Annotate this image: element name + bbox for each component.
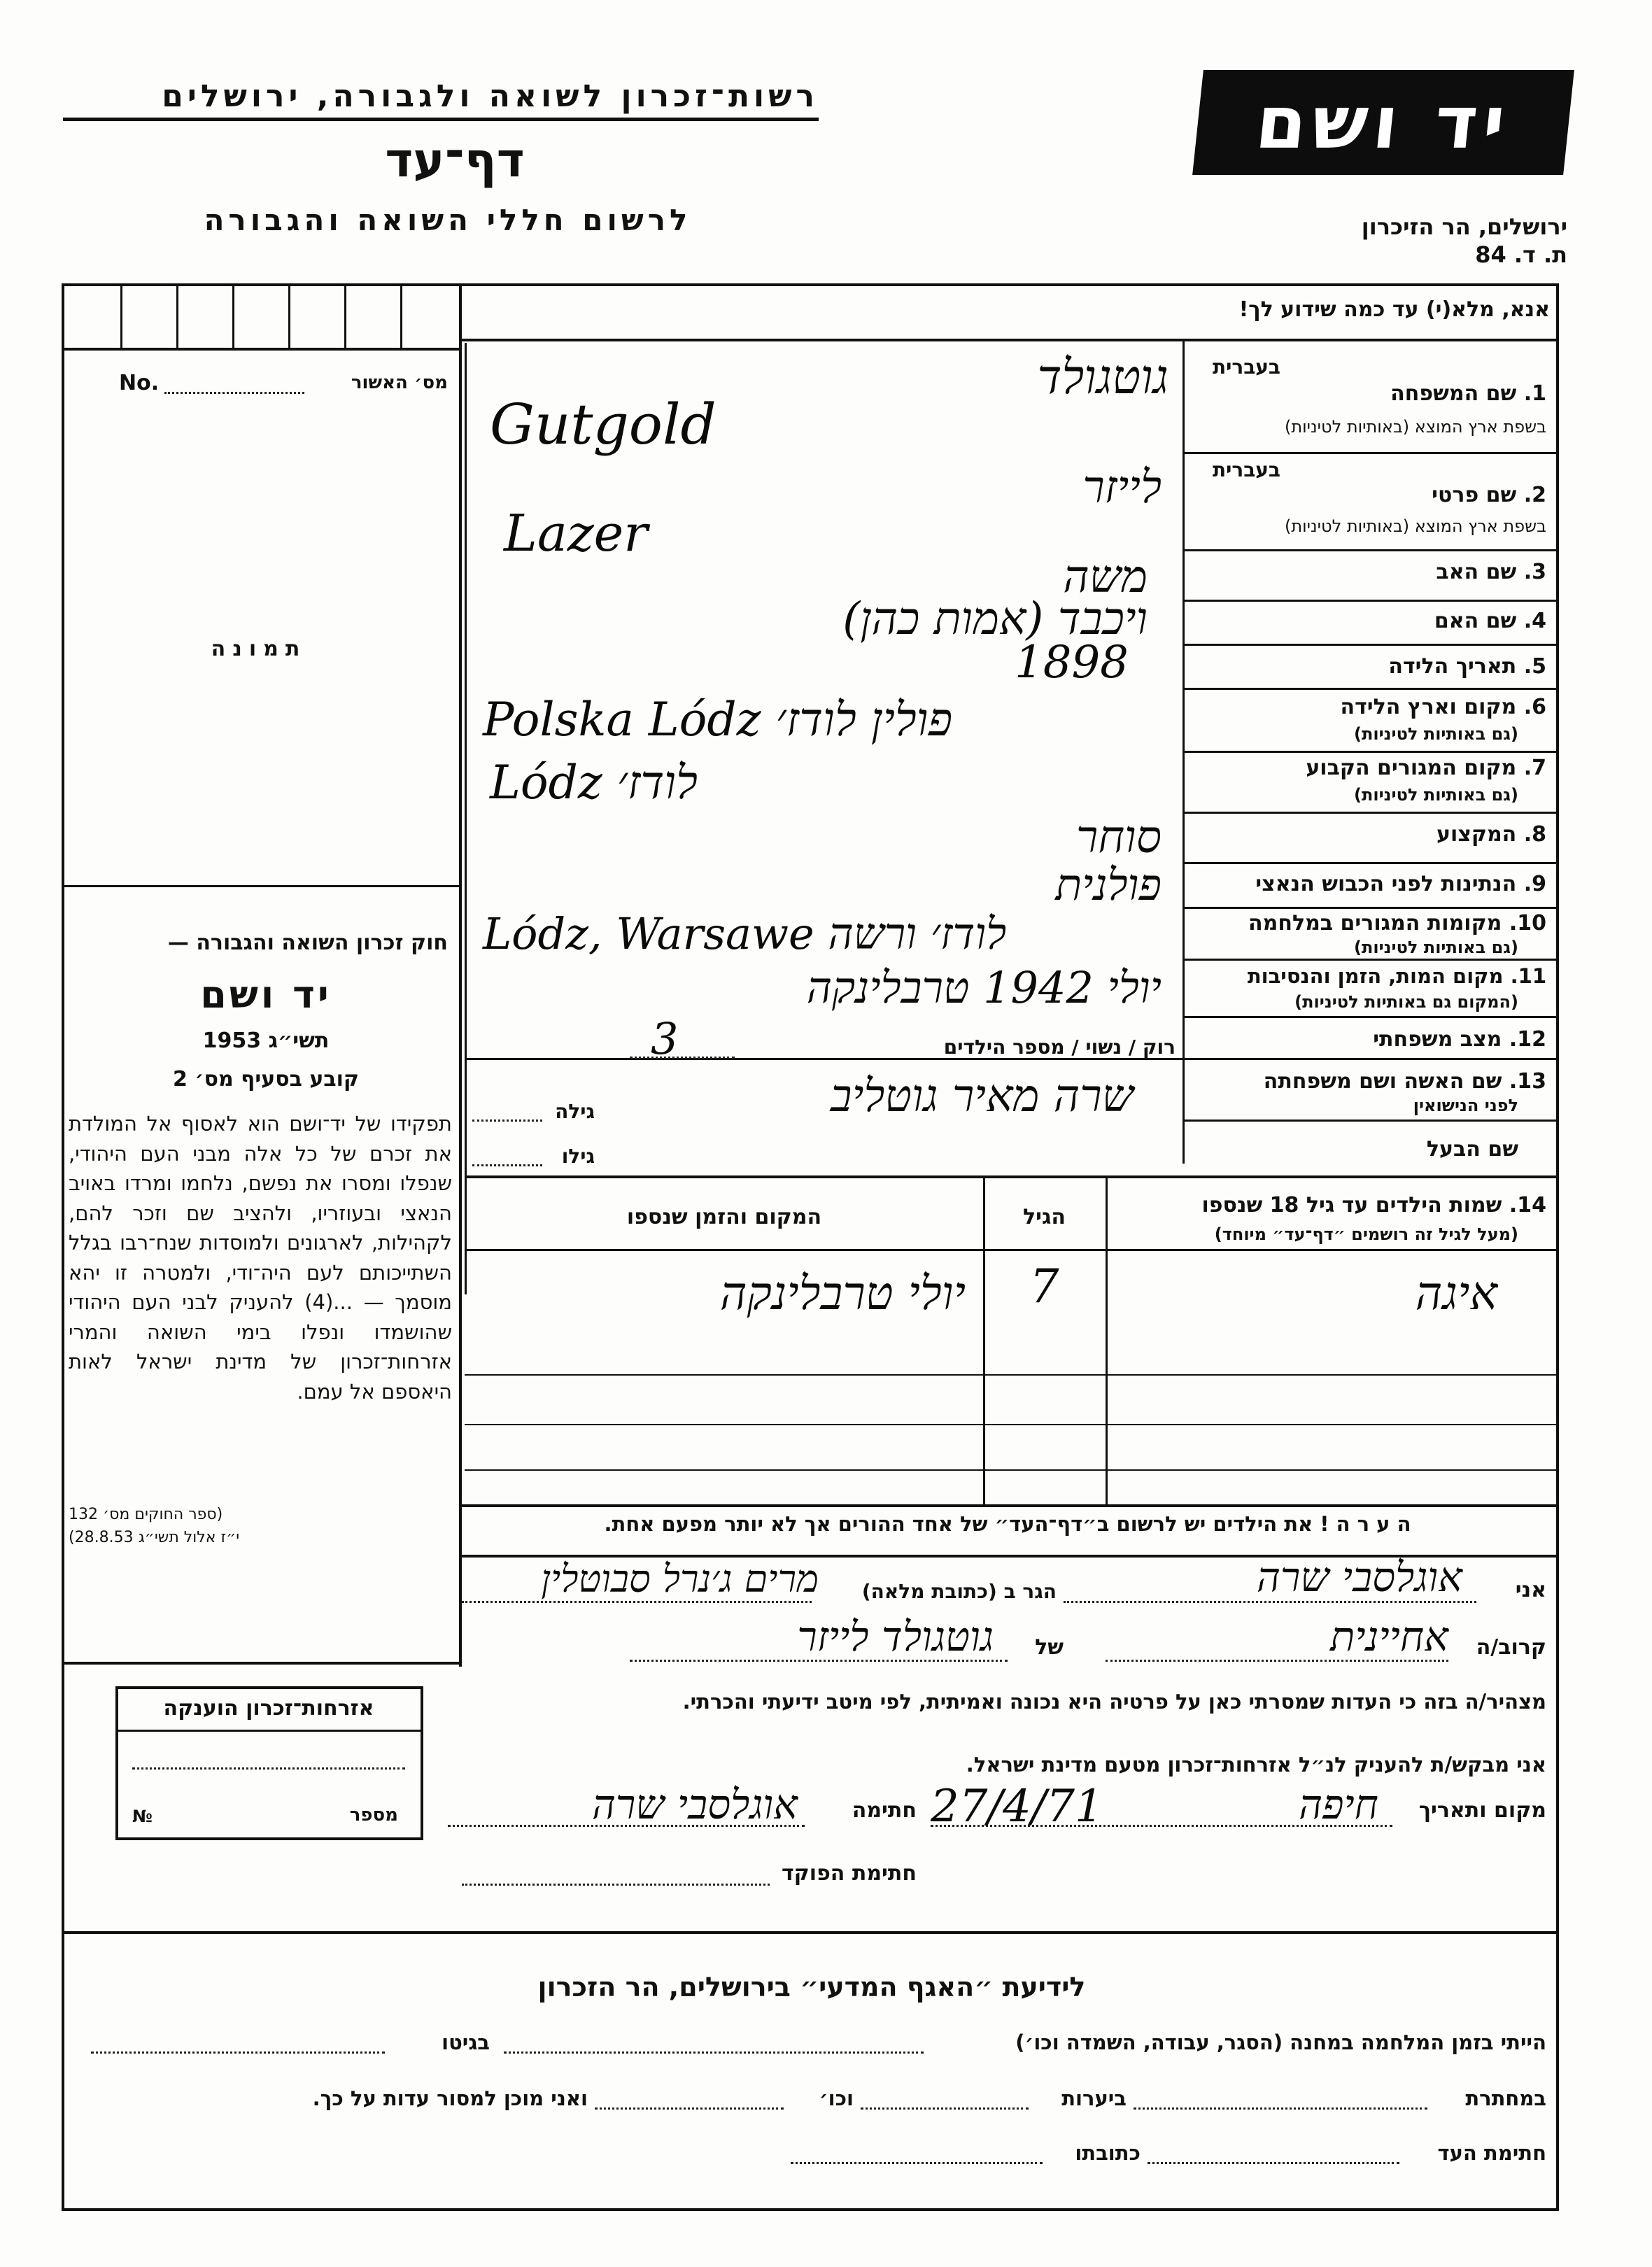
field-3-value: משה: [1063, 551, 1148, 603]
law-text: תפקידו של יד־ושם הוא לאסוף אל המולדת את זכרם של כל אלה מבני העם היהודי, שנפלו ומסרו את נפשם, נלחמו ומרדו באויב הנאצי ובעוזריו, ולהציב שם וזכר להם, לקהילות, לארגונים ולמוסדות שנח־רבו בגלל השתייכותם לעם היה־ודי, ולמטרה זו יהא מוסמך — ...(4) להעניק לבני העם היהודי שהושמדו ונפלו בימי השואה והמרי אזרחות־זכרון של מדינת ישראל לאות היאספם אל עמם.: [69, 1112, 452, 1404]
footer-title: לידיעת ״האגף המדעי״ בירושלים, הר הזכרון: [537, 1972, 1086, 2003]
org-line: רשות־זכרון לשואה ולגבורה, ירושלים: [162, 78, 819, 114]
law-title: חוק זכרון השואה והגבורה —: [167, 931, 448, 955]
footer-line3-a: חתימת העד: [1437, 2141, 1546, 2165]
law-clause: קובע בסעיף מס׳ 2: [172, 1067, 360, 1092]
org-underline: [63, 118, 819, 121]
children-col-age: הגיל: [1023, 1205, 1066, 1229]
left-column-divider: [459, 283, 462, 1662]
field-2-label: 2. שם פרטי: [1432, 483, 1546, 507]
reg-number-boxes: [64, 286, 459, 349]
document-page: רשות־זכרון לשואה ולגבורה, ירושלים דף־עד לרשום חללי השואה והגבורה יד ושם ירושלים, הר הזיכרון ת. ד. 84 No. מס׳ האשור תמונה חוק זכרון השואה והגבורה — יד ושם תשי״ג 1953 קובע בסעיף מס׳ 2 תפקידו של יד־ושם הוא לאסוף אל המולדת את זכרם של כל אלה מבני העם היהודי, שנפלו ומסרו את נפשם, נלחמו ומרדו באויב הנאצי ובעוזריו, ולהציב שם וזכר להם, לקהילות, לארגונים ולמוסדות שנח־רבו בגלל השתייכותם לעם היה־ודי, ולמטרה זו יהא מוסמך — ...(4) להעניק לבני העם היהודי שהושמדו ונפלו בימי השואה והמרי אזרחות־זכרון של מדינת ישראל לאות היאספם אל עמם. (ספר החוקים מס׳ 132 י״ז אלול תשי״ג 28.8.53) אנא, מלא(י) עד כמה שידוע לך! בעברית 1. שם המשפחה בשפת ארץ המוצא (באותיות לטיניות) גוטגולד Gutgold בעברית 2. שם פרטי בשפת ארץ המוצא (באותיות לטיניות) לייזר Lazer 3. שם האב משה 4. שם האם ויכבד (אמות כהן) 5. תאריך הלידה 1898 6. מקום וארץ הלידה (גם באותיות לטיניות) Polska Lódz פולין לודז׳ 7. מקום המגורים הקבוע (גם באותיות לטיניות) Lódz לודז׳ 8. המקצוע סוחר 9. הנתינות לפני הכבוש הנאצי פולנית 10. מקומות המגורים במלחמה (גם באותיות לטיניות) Lódz, Warsawe לודז׳ ורשה 11. מקום המות, הזמן והנסיבות (המקום גם באותיות לטיניות) יולי 1942 טרבלינקה 12. מצב משפחתי רוק / נשוי / מספר הילדים 3 13. שם האשה ושם משפחתה לפני הנישואין גילה שרה מאיר גוטליב שם הבעל גילו 14. שמות הילדים עד גיל 18 שנספו (מעל לגיל זה רושמים ״דף־עד״ מיוחד) הגיל המקום והזמן שנספו איגה 7 יולי טרבלינקה ה ע ר ה ! את הילדים יש לרשום ב״דף־העד״ של אחד ההורים אך לא יותר מפעם אחת. אני אוגלסבי שרה הגר ב (כתובת מלאה) מרים ג׳נרל סבוטלין קרוב/ה אחיינית של גוטגולד לייזר מצהיר/ה בזה כי העדות שמסרתי כאן על פרטיה היא נכונה ואמיתית, לפי מיטב ידיעתי והכרתי. אני מבקש/ת להעניק לנ״ל אזרחות־זכרון מטעם מדינת ישראל. מקום ותאריך חיפה 27/4/71 חתימה אוגלסבי שרה חתימת הפוקד אזרחות־זכרון הוענקה מספר № לידיעת ״האגף המדעי״ בירושלים, הר הזכרון הייתי בזמן המלחמה במחנה (הסגר, עבודה, השמדה וכו׳) בגיטו במחתרת ביערות וכו׳ ואני מוכן למסור עדות על כך. חתימת העד כתובתו: [0, 0, 1652, 2267]
logo-text: יד ושם: [1252, 80, 1515, 165]
decl-inspector-label: חתימת הפוקד: [782, 1861, 917, 1886]
law-ref1: (ספר החוקים מס׳ 132: [69, 1506, 223, 1523]
photo-area-bottom: [64, 885, 459, 887]
field-6-value: Polska Lódz פולין לודז׳: [483, 693, 953, 747]
field-2-value-latin: Lazer: [504, 504, 648, 563]
decl-relative-value: אחיינית: [1330, 1613, 1448, 1660]
instruction: אנא, מלא(י) עד כמה שידוע לך!: [1238, 297, 1550, 322]
field-9-label: 9. הנתינות לפני הכבוש הנאצי: [1255, 872, 1546, 896]
field-1-value-hebrew: גוטגולד: [1037, 350, 1169, 405]
address-line1: ירושלים, הר הזיכרון: [1361, 213, 1567, 240]
address-line2: ת. ד. 84: [1475, 241, 1567, 268]
decl-statement: מצהיר/ה בזה כי העדות שמסרתי כאן על פרטיה היא נכונה ואמיתית, לפי מיטב ידיעתי והכרתי.: [682, 1690, 1546, 1714]
field-13-value: שרה מאיר גוטליב: [830, 1071, 1134, 1122]
field-7-label: 7. מקום המגורים הקבוע: [1306, 756, 1546, 780]
child-name: איגה: [1415, 1266, 1497, 1320]
decl-of-value: גוטגולד לייזר: [797, 1613, 994, 1660]
children-note: ה ע ר ה ! את הילדים יש לרשום ב״דף־העד״ של אחד ההורים אך לא יותר מפעם אחת.: [604, 1512, 1411, 1536]
footer-line2-a: במחתרת: [1465, 2086, 1546, 2110]
citizenship-box-title: אזרחות־זכרון הוענקה: [163, 1696, 374, 1721]
child-place: יולי טרבלינקה: [719, 1266, 966, 1320]
decl-of-label: של: [1035, 1635, 1064, 1660]
decl-signature-label: חתימה: [852, 1798, 917, 1823]
husband-age-label: גילו: [561, 1145, 595, 1168]
reg-number-label: מס׳ האשור: [351, 372, 448, 393]
husband-label: שם הבעל: [1426, 1137, 1518, 1161]
field-6-label: 6. מקום וארץ הלידה: [1340, 695, 1546, 719]
form-subtitle: לרשום חללי השואה והגבורה: [204, 203, 692, 237]
footer-line2-c: וכו׳: [819, 2086, 854, 2110]
decl-signature-value: אוגלסבי שרה: [591, 1781, 798, 1828]
field-11-label: 11. מקום המות, הזמן והנסיבות: [1247, 964, 1546, 988]
law-year: תשי״ג 1953: [202, 1029, 330, 1053]
field-8-label: 8. המקצוע: [1436, 822, 1546, 847]
field-3-label: 3. שם האב: [1436, 560, 1546, 584]
field-8-value: סוחר: [1075, 812, 1162, 863]
citizenship-box-no: №: [132, 1807, 153, 1826]
yad-vashem-logo: [1192, 70, 1574, 175]
decl-place-value: חיפה: [1299, 1781, 1378, 1828]
field-2-value-hebrew: לייזר: [1082, 462, 1162, 514]
field-9-value: פולנית: [1055, 859, 1162, 910]
decl-request: אני מבקש/ת להעניק לנ״ל אזרחות־זכרון מטעם מדינת ישראל.: [966, 1753, 1546, 1777]
children-col-place: המקום והזמן שנספו: [626, 1205, 822, 1229]
field-13-label: 13. שם האשה ושם משפחתה: [1263, 1069, 1546, 1094]
footer-line2-b: ביערות: [1061, 2086, 1127, 2110]
field-7-value: Lódz לודז׳: [490, 756, 698, 810]
field-11-value: יולי 1942 טרבלינקה: [806, 962, 1162, 1013]
form-title: דף־עד: [385, 133, 525, 188]
decl-relative-label: קרוב/ה: [1476, 1635, 1546, 1660]
decl-resides-value: מרים ג׳נרל סבוטלין: [541, 1557, 819, 1601]
field-10-label: 10. מקומות המגורים במלחמה: [1248, 911, 1546, 935]
photo-label: תמונה: [211, 637, 307, 661]
marital-status-options: רוק / נשוי / מספר הילדים: [943, 1036, 1176, 1059]
wife-age-label: גילה: [555, 1100, 595, 1123]
field-5-value: 1898: [1015, 637, 1129, 688]
footer-line2-d: ואני מוכן למסור עדות על כך.: [312, 2086, 588, 2110]
child-age: 7: [1029, 1259, 1059, 1313]
footer-line1-b: בגיטו: [442, 2031, 490, 2054]
decl-place-date-label: מקום ותאריך: [1418, 1798, 1546, 1823]
field-4-label: 4. שם האם: [1434, 609, 1546, 633]
field-10-value: Lódz, Warsawe לודז׳ ורשה: [483, 908, 1007, 959]
footer-line1-a: הייתי בזמן המלחמה במחנה (הסגר, עבודה, השמדה וכו׳): [1015, 2031, 1546, 2054]
decl-date-value: 27/4/71: [931, 1781, 1103, 1832]
field-4-value: ויכבד (אמות כהן): [842, 593, 1148, 645]
field-1-value-latin: Gutgold: [490, 392, 716, 457]
field-12-label: 12. מצב משפחתי: [1373, 1027, 1546, 1052]
law-ref2: י״ז אלול תשי״ג 28.8.53): [69, 1529, 240, 1546]
decl-i-label: אני: [1515, 1578, 1546, 1602]
citizenship-box-number: מספר: [349, 1805, 398, 1825]
reg-number-no: No.: [119, 371, 160, 395]
children-label: 14. שמות הילדים עד גיל 18 שנספו: [1201, 1193, 1546, 1217]
law-name: יד ושם: [200, 973, 332, 1017]
decl-i-value: אוגלסבי שרה: [1256, 1553, 1462, 1601]
field-5-label: 5. תאריך הלידה: [1388, 654, 1546, 679]
field-1-label: 1. שם המשפחה: [1390, 381, 1546, 406]
footer-line3-b: כתובתו: [1075, 2141, 1141, 2165]
field-12-value: 3: [651, 1013, 679, 1064]
decl-resides-label: הגר ב (כתובת מלאה): [861, 1580, 1057, 1603]
citizenship-box: [115, 1686, 423, 1840]
